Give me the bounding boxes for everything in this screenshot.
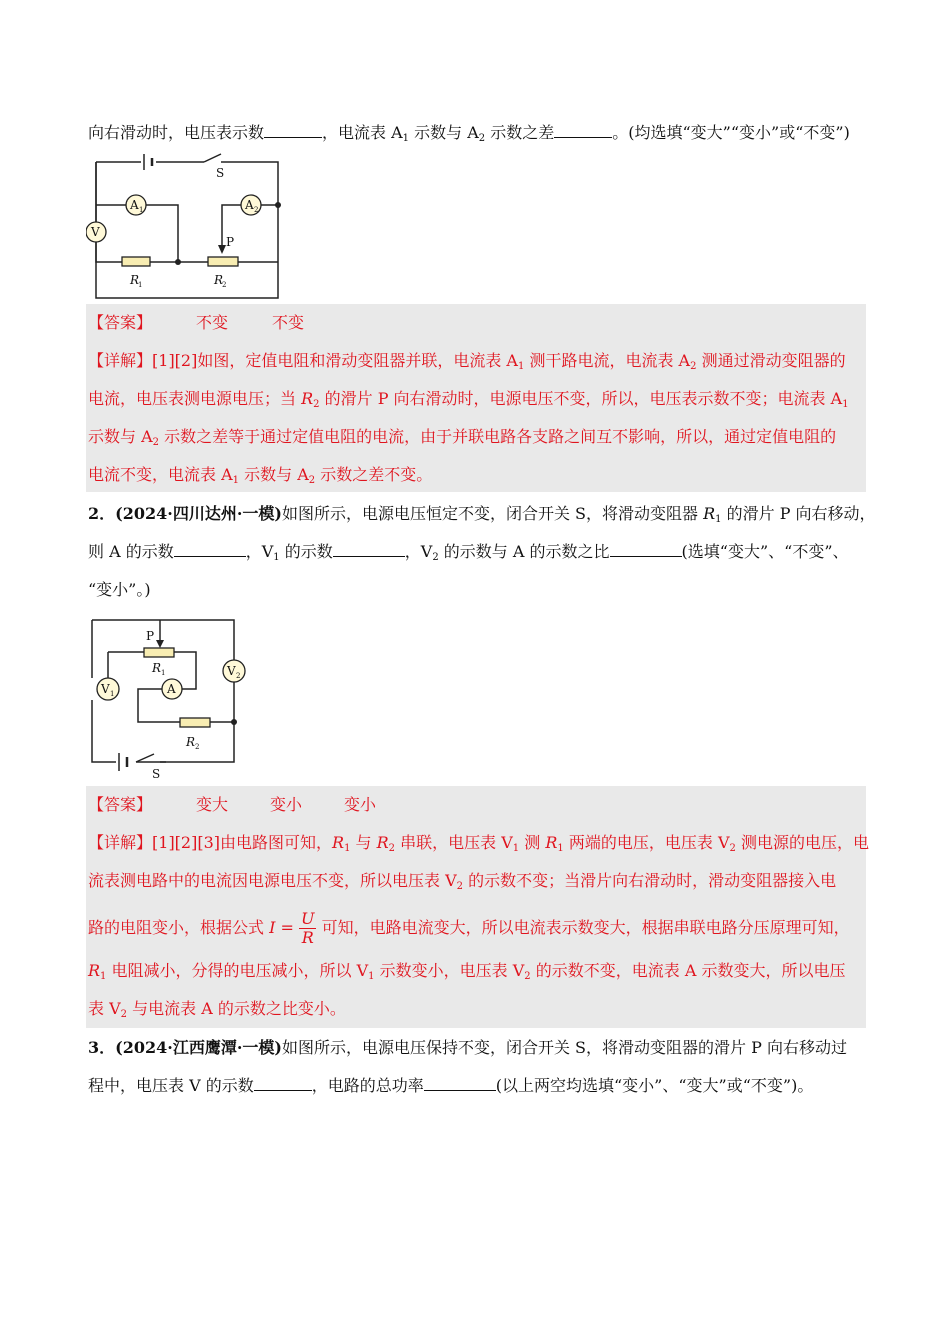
q3-blank-1[interactable]	[254, 1076, 312, 1091]
q2-source: (2024·四川达州·一模)	[115, 504, 282, 523]
svg-text:1: 1	[110, 690, 115, 698]
q1-circuit-diagram	[86, 150, 296, 300]
svg-text:P: P	[226, 235, 235, 249]
svg-text:V: V	[227, 664, 236, 678]
svg-text:R: R	[130, 273, 140, 287]
q2-answer-3: 变小	[344, 795, 377, 814]
answer-label: 【答案】	[88, 313, 153, 332]
q1-stem-line: 向右滑动时，电压表示数 ，电流表 $A_1$ 示数与 $A_2$ 示数之差 。(均选填“变大”“变小”或“不变”)	[88, 123, 850, 144]
q2-blank-2[interactable]	[333, 542, 405, 557]
q3-source: (2024·江西鹰潭·一模)	[115, 1038, 282, 1057]
q2-answer-box	[86, 786, 866, 1028]
svg-text:2: 2	[254, 206, 259, 214]
svg-text:2: 2	[195, 743, 200, 751]
svg-text:A: A	[130, 198, 139, 212]
resistor-r2	[180, 718, 210, 727]
svg-text:1: 1	[138, 281, 143, 289]
svg-text:S: S	[216, 166, 225, 180]
svg-text:V: V	[91, 225, 100, 239]
resistor-r1	[144, 648, 174, 657]
q2-detail-line-1: 【详解】[1][2][3]由电路图可知，$R_1$ 与 $R_2$ 串联，电压表 $V_1$ 测 $R_1$ 两端的电压，电压表 $V_2$ 测电源的电压，电	[88, 833, 869, 854]
svg-text:A: A	[167, 682, 176, 696]
svg-text:1: 1	[161, 669, 166, 677]
q2-stem-line-3: “变小”。)	[88, 580, 151, 599]
svg-text:2: 2	[236, 672, 241, 680]
svg-text:A: A	[245, 198, 254, 212]
q2-blank-3[interactable]	[610, 542, 682, 557]
q2-detail-line-2: 流表测电路中的电流因电源电压不变，所以电压表 $V_2$ 的示数不变；当滑片向右滑动时，滑动变阻器接入电	[88, 871, 837, 892]
svg-text:S: S	[152, 767, 161, 781]
q3-stem-line-2: 程中，电压表 V 的示数 ，电路的总功率 (以上两空均选填“变小”、“变大”或“不变”)。	[88, 1076, 814, 1095]
q1-answer-1: 不变	[196, 313, 229, 332]
q2-detail-line-3: 路的电阻变小，根据公式 I = $\frac{U}{R}$ 可知，电路电流变大，所以电流表示数变大，根据串联电路分压原理可知，	[88, 909, 850, 947]
q2-answer-2: 变小	[270, 795, 303, 814]
svg-text:V: V	[101, 682, 110, 696]
q1-detail-line-1: 【详解】[1][2]如图，定值电阻和滑动变阻器并联，电流表 $A_1$ 测干路电流，电流表 $A_2$ 测通过滑动变阻器的	[88, 351, 846, 372]
q2-blank-1[interactable]	[174, 542, 246, 557]
svg-text:1: 1	[139, 206, 144, 214]
q3-stem-line-1: 3．(2024·江西鹰潭·一模)如图所示，电源电压保持不变，闭合开关 S，将滑动变阻器的滑片 P 向右移动过	[88, 1038, 847, 1057]
svg-text:R: R	[152, 661, 162, 675]
ohms-law-fraction: $\frac{U}{R}$	[301, 909, 315, 947]
q3-blank-2[interactable]	[424, 1076, 496, 1091]
q2-number: 2．	[88, 504, 116, 523]
q1-blank-2[interactable]	[554, 123, 612, 138]
q2-answer-line	[88, 794, 376, 816]
q1-detail-line-4: 电流不变，电流表 $A_1$ 示数与 $A_2$ 示数之差不变。	[88, 465, 433, 486]
svg-text:R: R	[186, 735, 196, 749]
q1-detail-line-3: 示数与 $A_2$ 示数之差等于通过定值电阻的电流，由于并联电路各支路之间互不影响，所以，通过定值电阻的	[88, 427, 837, 448]
q1-answer-line	[88, 312, 304, 334]
q2-stem-line-2: 则 A 的示数 ，$V_1$ 的示数 ，$V_2$ 的示数与 A 的示数之比 (选填“变大”、“不变”、	[88, 542, 849, 563]
q2-stem-line-1: 2．(2024·四川达州·一模)如图所示，电源电压恒定不变，闭合开关 S，将滑动变阻器 $R_1$ 的滑片 P 向右移动，	[88, 504, 876, 525]
resistor-r2	[208, 257, 238, 266]
answer-label: 【答案】	[88, 795, 153, 814]
svg-text:2: 2	[222, 281, 227, 289]
q2-detail-line-5: 表 $V_2$ 与电流表 A 的示数之比变小。	[88, 999, 346, 1020]
q2-answer-1: 变大	[196, 795, 229, 814]
resistor-r1	[122, 257, 150, 266]
q1-detail-line-2: 电流，电压表测电源电压；当 $R_2$ 的滑片 P 向右滑动时，电源电压不变，所以，电压表示数不变；电流表 $A_1$	[88, 389, 849, 410]
q2-circuit-diagram	[86, 612, 256, 782]
q3-number: 3．	[88, 1038, 116, 1057]
q1-blank-1[interactable]	[264, 123, 322, 138]
q1-answer-2: 不变	[272, 313, 305, 332]
q2-detail-line-4: $R_1$ 电阻减小，分得的电压减小，所以 $V_1$ 示数变小，电压表 $V_2$ 的示数不变，电流表 A 示数变大，所以电压	[88, 961, 846, 982]
svg-text:R: R	[214, 273, 224, 287]
svg-text:P: P	[146, 629, 155, 643]
